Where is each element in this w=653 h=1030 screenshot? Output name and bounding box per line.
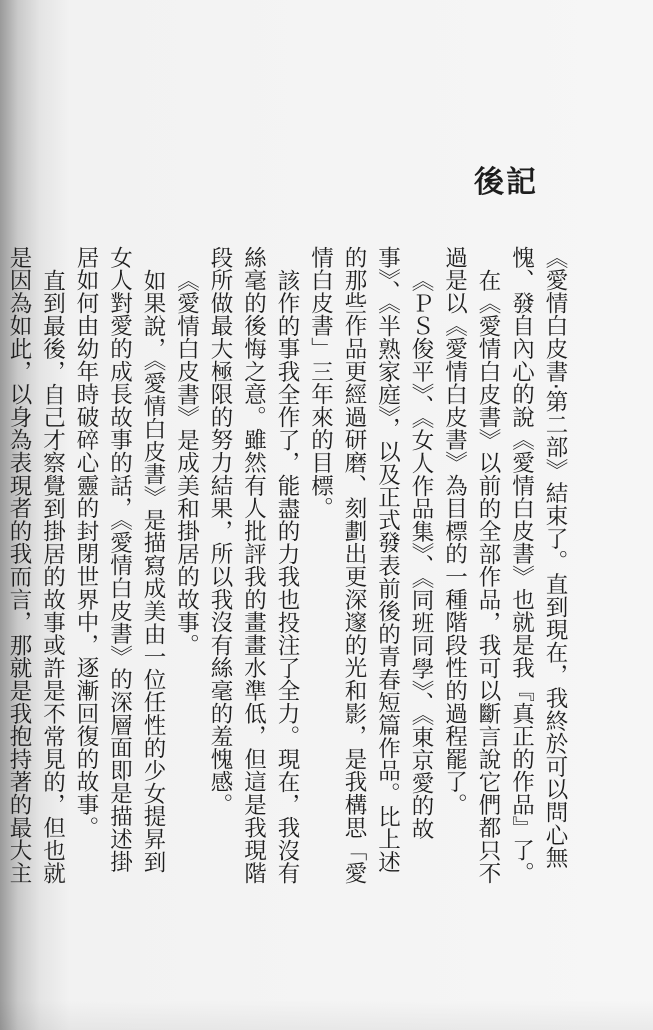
paragraph-6: 如果說，《愛情白皮書》是描寫成美由一位任性的少女提昇到女人對愛的成長故事的話，《愛情白皮書》的深層面即是描述掛居如何由幼年時破碎心靈的封閉世界中，逐漸回復的故事。 (73, 246, 166, 874)
paragraph-2: 在《愛情白皮書》以前的全部作品，我可以斷言說它們都只不過是以《愛情白皮書》為目標的一種階段性的過程罷了。 (441, 246, 501, 885)
page-title: 後記 (474, 165, 538, 200)
afterword-body (6, 246, 571, 886)
paragraph-1: 《愛情白皮書‧第二部》結束了。直到現在，我終於可以問心無愧、發自內心的說《愛情白皮書》也就是我『真正的作品』了。 (508, 246, 568, 885)
paragraph-5: 《愛情白皮書》是成美和掛居的故事。 (173, 268, 200, 657)
paragraph-7: 直到最後，自己才察覺到掛居的故事或許是不常見的，但也就是因為如此，以身為表現者的我而言，那就是我抱持著的最大主 (6, 246, 66, 885)
page-shadow (0, 1000, 653, 1030)
paragraph-3: 《ＰＳ俊平》、《女人作品集》、《同班同學》、《東京愛的故事》、《半熟家庭》，以及正式發表前後的青春短篇作品。比上述的那些作品更經過研磨、刻劃出更深邃的光和影，是我構思「愛情白皮書」三年來的目標。 (307, 246, 434, 885)
paragraph-4: 該作的事我全作了，能盡的力我也投注了全力。現在，我沒有絲毫的後悔之意。雖然有人批評我的畫畫水準低，但這是我現階段所做最大極限的努力結果，所以我沒有絲毫的羞愧感。 (207, 246, 300, 885)
